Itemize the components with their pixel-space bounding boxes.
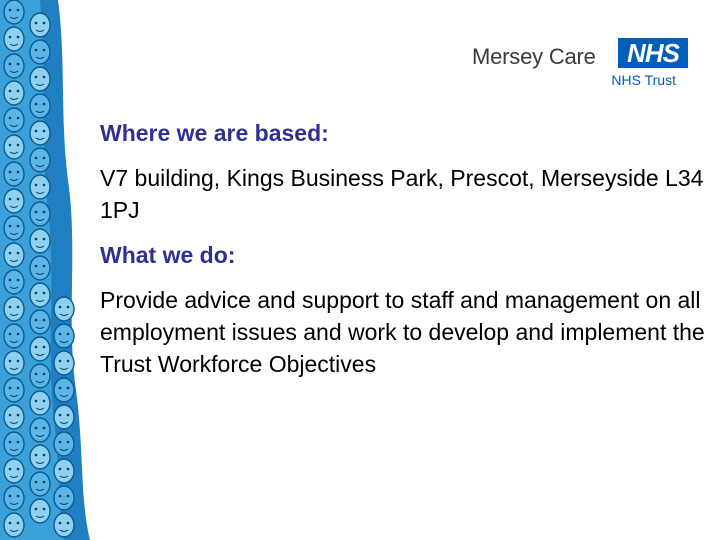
- logo-subtitle: NHS Trust: [611, 72, 676, 88]
- services-text: Provide advice and support to staff and management on all employment issues and work to develop and implement the Trust Workforce Objectives: [100, 287, 705, 377]
- location-heading: Where we are based:: [100, 120, 329, 146]
- logo-name: Mersey Care: [472, 44, 596, 69]
- mersey-care-logo: [472, 34, 694, 90]
- location-text: V7 building, Kings Business Park, Prescot, Merseyside L34 1PJ: [100, 165, 704, 223]
- slide-content: [100, 118, 712, 394]
- services-heading: What we do:: [100, 242, 236, 268]
- nhs-badge: NHS: [618, 38, 688, 68]
- crowd-illustration: [0, 0, 92, 540]
